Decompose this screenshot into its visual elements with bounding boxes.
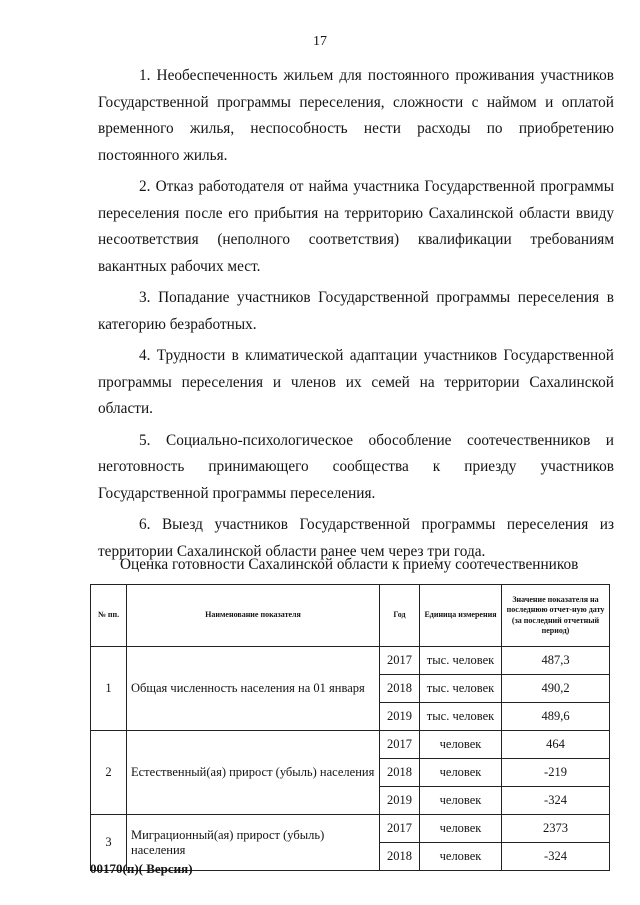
page-number: 17 <box>313 34 327 49</box>
value-cell: 487,3 <box>502 647 610 675</box>
readiness-table <box>90 584 610 871</box>
year-cell: 2018 <box>380 759 420 787</box>
section-title: Оценка готовности Сахалинской области к приему соотечественников <box>120 556 579 573</box>
header-num: № пп. <box>91 585 127 647</box>
value-cell: 464 <box>502 731 610 759</box>
indicator-name: Общая численность населения на 01 января <box>127 647 380 731</box>
indicator-num: 3 <box>91 815 127 871</box>
unit-cell: человек <box>420 787 502 815</box>
paragraph-2: 2. Отказ работодателя от найма участника Государственной программы переселения после его прибытия на территорию Сахалинской области ввиду несоответствия (неполного соответствия) квалификации требованиям вакантных рабочих мест. <box>98 178 614 275</box>
header-name: Наименование показателя <box>127 585 380 647</box>
value-cell: -324 <box>502 787 610 815</box>
table-row <box>91 815 610 843</box>
year-cell: 2017 <box>380 815 420 843</box>
paragraph-6: 6. Выезд участников Государственной программы переселения из территории Сахалинской области ранее чем через три года. <box>98 516 614 560</box>
indicator-num: 1 <box>91 647 127 731</box>
table-row <box>91 731 610 759</box>
footer-code: 00170(п)( Версия) <box>90 861 193 876</box>
table-header-row <box>91 585 610 647</box>
indicator-num: 2 <box>91 731 127 815</box>
unit-cell: тыс. человек <box>420 703 502 731</box>
year-cell: 2017 <box>380 731 420 759</box>
value-cell: -324 <box>502 843 610 871</box>
header-value: Значение показателя на последнюю отчет-ную дату (за последний отчетный период) <box>502 585 610 647</box>
header-unit: Единица измерения <box>420 585 502 647</box>
unit-cell: человек <box>420 759 502 787</box>
unit-cell: тыс. человек <box>420 675 502 703</box>
indicator-name: Миграционный(ая) прирост (убыль) населения <box>127 815 380 871</box>
unit-cell: человек <box>420 731 502 759</box>
body-text <box>98 63 614 570</box>
paragraph-1: 1. Необеспеченность жильем для постоянного проживания участников Государственной программы переселения, сложности с наймом и оплатой временного жилья, неспособность нести расходы по приобретению постоянного жилья. <box>98 67 614 164</box>
indicator-name: Естественный(ая) прирост (убыль) населения <box>127 731 380 815</box>
year-cell: 2019 <box>380 703 420 731</box>
year-cell: 2018 <box>380 675 420 703</box>
year-cell: 2017 <box>380 647 420 675</box>
year-cell: 2018 <box>380 843 420 871</box>
year-cell: 2019 <box>380 787 420 815</box>
value-cell: -219 <box>502 759 610 787</box>
paragraph-3: 3. Попадание участников Государственной программы переселения в категорию безработных. <box>98 289 614 333</box>
unit-cell: человек <box>420 815 502 843</box>
unit-cell: человек <box>420 843 502 871</box>
value-cell: 490,2 <box>502 675 610 703</box>
paragraph-4: 4. Трудности в климатической адаптации участников Государственной программы переселения и членов их семей на территории Сахалинской области. <box>98 347 614 417</box>
value-cell: 489,6 <box>502 703 610 731</box>
table-row <box>91 647 610 675</box>
value-cell: 2373 <box>502 815 610 843</box>
paragraph-5: 5. Социально-психологическое обособление соотечественников и неготовность принимающего сообщества к приезду участников Государственной программы переселения. <box>98 431 614 502</box>
unit-cell: тыс. человек <box>420 647 502 675</box>
header-year: Год <box>380 585 420 647</box>
